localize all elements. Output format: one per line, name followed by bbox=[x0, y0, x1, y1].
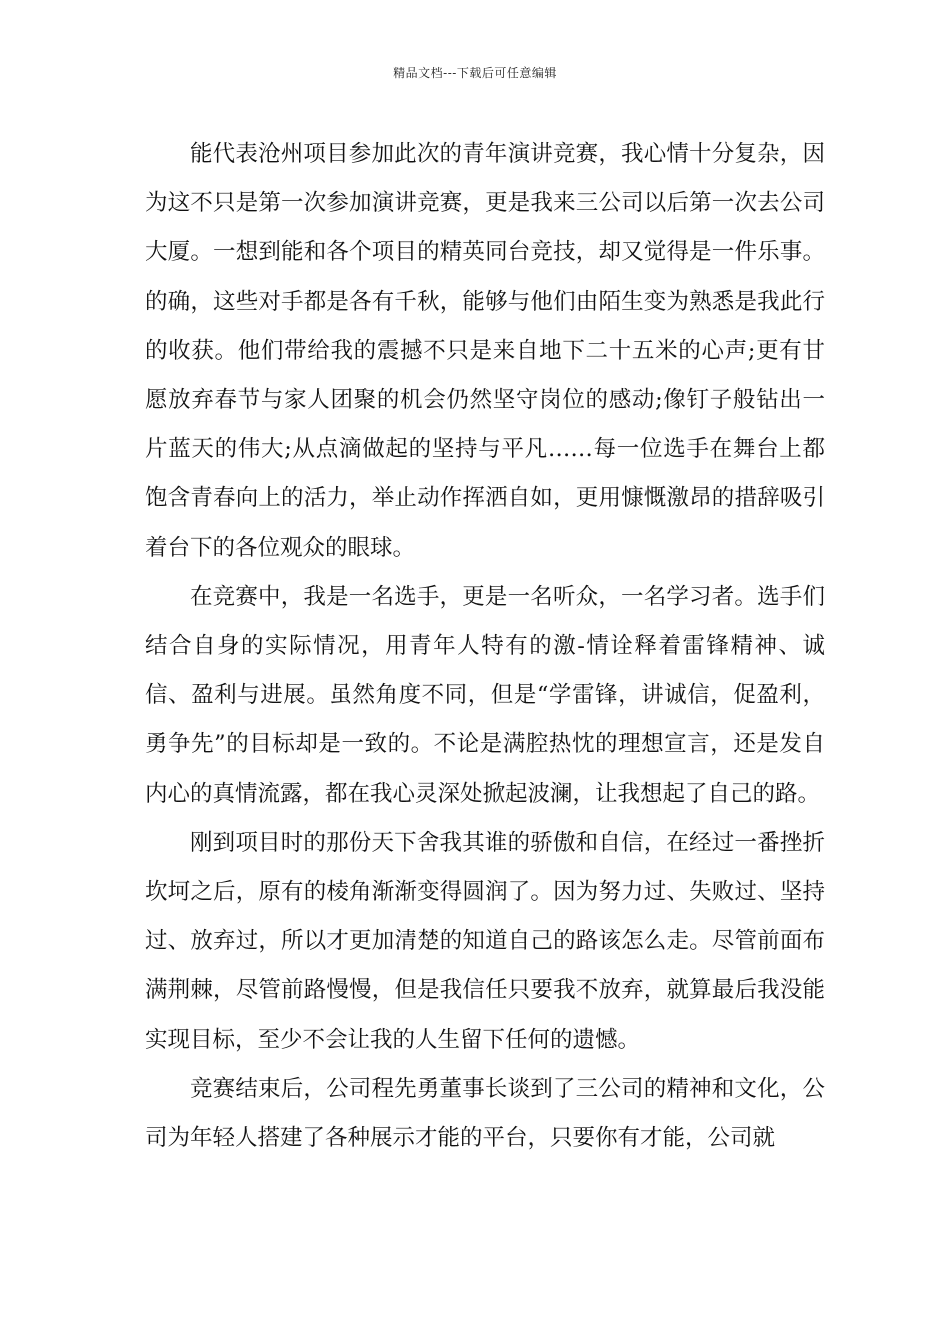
paragraph: 竞赛结束后，公司程先勇董事长谈到了三公司的精神和文化，公司为年轻人搭建了各种展示才能的平台，只要你有才能，公司就 bbox=[145, 1075, 825, 1152]
page-header: 精品文档---下载后可任意编辑 bbox=[393, 66, 557, 80]
paragraph: 在竞赛中，我是一名选手，更是一名听众，一名学习者。选手们结合自身的实际情况，用青年人特有的激-情诠释着雷锋精神、诚信、盈利与进展。虽然角度不同，但是“学雷锋，讲诚信，促盈利，勇争先”的目标却是一致的。不论是满腔热忱的理想宣言，还是发自内心的真情流露，都在我心灵深处掀起波澜，让我想起了自己的路。 bbox=[145, 583, 825, 807]
paragraph: 能代表沧州项目参加此次的青年演讲竞赛，我心情十分复杂，因为这不只是第一次参加演讲竞赛，更是我来三公司以后第一次去公司大厦。一想到能和各个项目的精英同台竞技，却又觉得是一件乐事。的确，这些对手都是各有千秋，能够与他们由陌生变为熟悉是我此行的收获。他们带给我的震撼不只是来自地下二十五米的心声;更有甘愿放弃春节与家人团聚的机会仍然坚守岗位的感动;像钉子般钻出一片蓝天的伟大;从点滴做起的坚持与平凡……每一位选手在舞台上都饱含青春向上的活力，举止动作挥洒自如，更用慷慨激昂的措辞吸引着台下的各位观众的眼球。 bbox=[145, 141, 825, 561]
document-body bbox=[145, 130, 825, 1163]
paragraph: 刚到项目时的那份天下舍我其谁的骄傲和自信，在经过一番挫折坎坷之后，原有的棱角渐渐变得圆润了。因为努力过、失败过、坚持过、放弃过，所以才更加清楚的知道自己的路该怎么走。尽管前面布满荆棘，尽管前路慢慢，但是我信任只要我不放弃，就算最后我没能实现目标，至少不会让我的人生留下任何的遗憾。 bbox=[145, 829, 825, 1053]
